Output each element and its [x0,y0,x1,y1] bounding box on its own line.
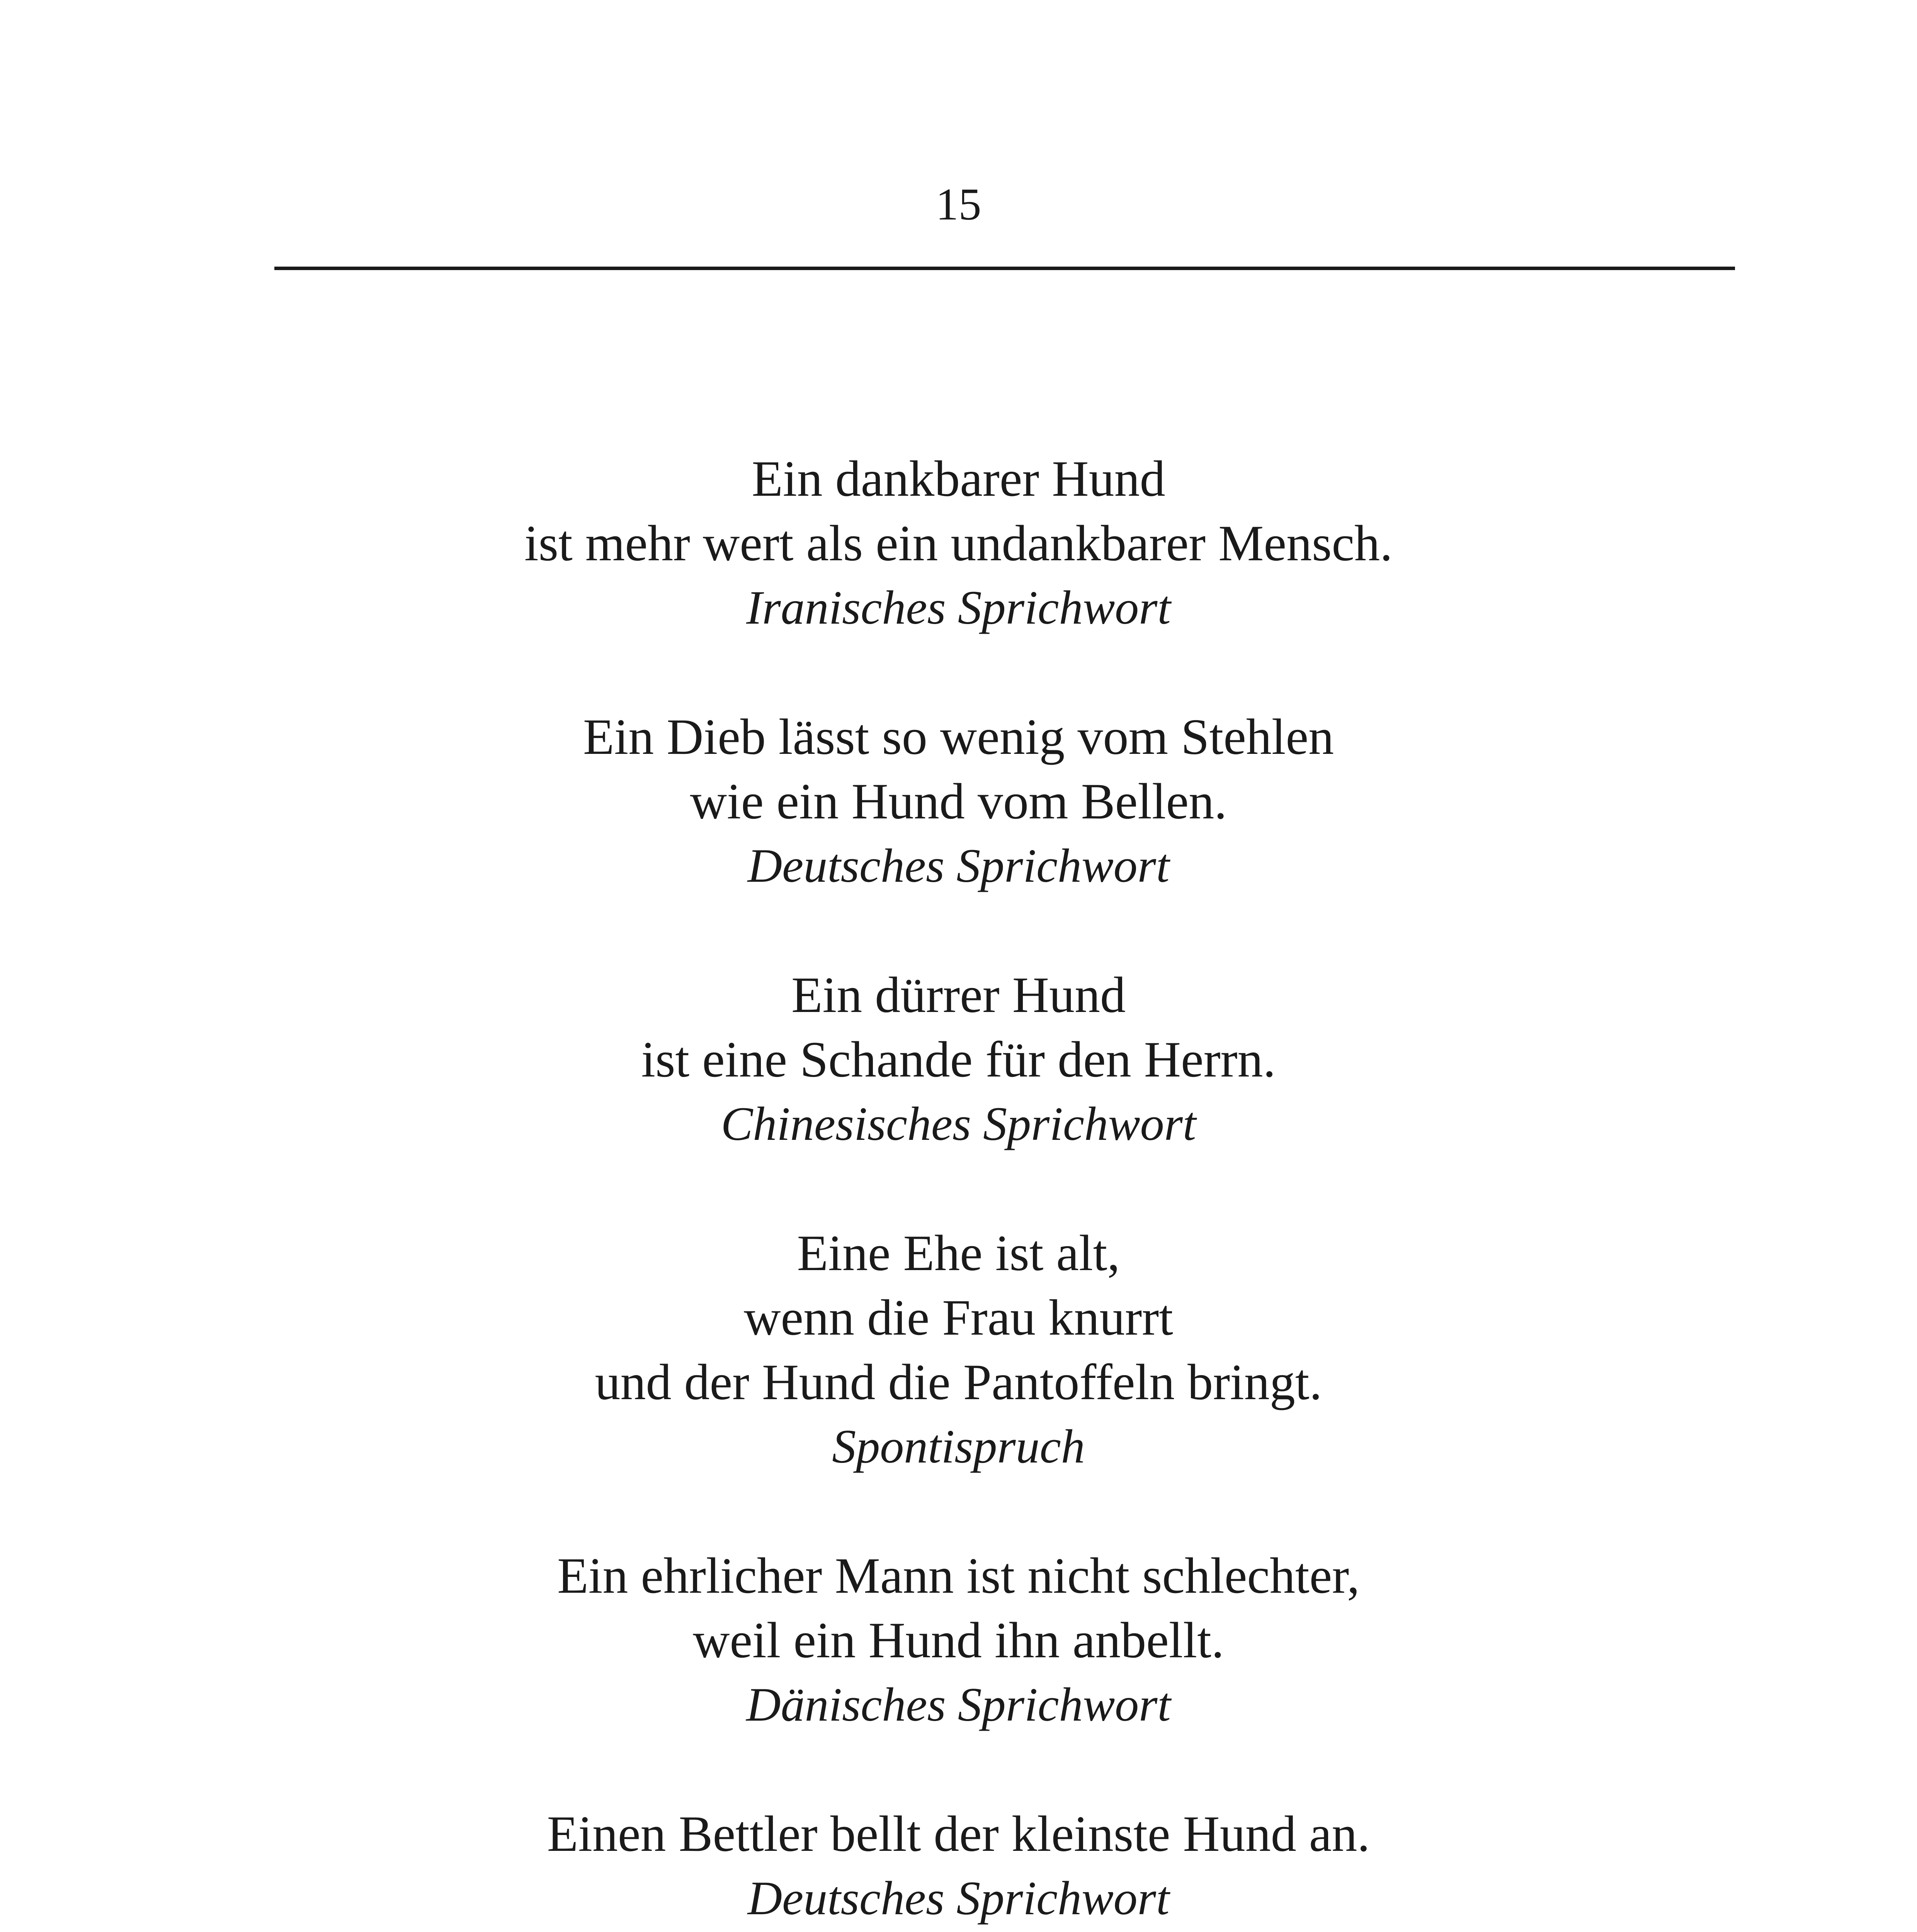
quote [0,963,1917,1156]
quote-line: Ein dürrer Hund [791,966,1126,1023]
quote [0,446,1917,640]
quote-source: Dänisches Sprichwort [746,1678,1171,1731]
quote-line: weil ein Hund ihn anbellt. [693,1612,1224,1668]
quote-line: wenn die Frau knurrt [744,1289,1173,1346]
quote-line: ist eine Schande für den Herrn. [641,1031,1276,1088]
quote-line: Ein dankbarer Hund [752,450,1165,507]
quote [0,1543,1917,1737]
quote-source: Iranisches Sprichwort [746,581,1171,634]
quote-source: Deutsches Sprichwort [747,839,1170,892]
quote-line: Ein ehrlicher Mann ist nicht schlechter, [557,1547,1360,1604]
header-rule [274,267,1735,270]
quote-line: wie ein Hund vom Bellen. [690,773,1227,830]
quote-source: Deutsches Sprichwort [747,1872,1170,1925]
quote-source: Spontispruch [832,1420,1085,1473]
quote-line: ist mehr wert als ein undankbarer Mensch. [524,515,1393,571]
quote [0,1801,1917,1930]
quote-line: Einen Bettler bellt der kleinste Hund an. [547,1805,1370,1862]
quote-list [0,446,1917,1932]
quote-source: Chinesisches Sprichwort [721,1097,1196,1150]
quote-line: Eine Ehe ist alt, [797,1225,1120,1281]
quote-line: Ein Dieb lässt so wenig vom Stehlen [583,708,1334,765]
page-number: 15 [936,179,981,230]
quote-line: und der Hund die Pantoffeln bringt. [595,1354,1322,1410]
quote [0,1221,1917,1479]
quote [0,704,1917,898]
